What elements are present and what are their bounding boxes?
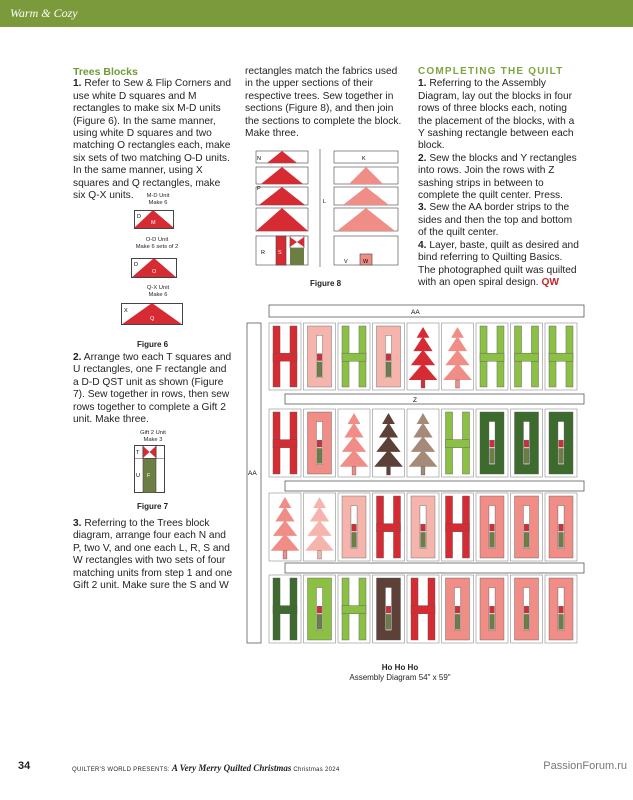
step-2 [73,352,233,426]
lbl-d: D [137,214,141,220]
step-text: Sew the blocks and Y rectangles into rows. Join the rows with Z sashing strips in between to complete the quilt center. Press. [418,152,577,202]
lbl-u: U [136,473,140,479]
lbl-x: X [124,308,128,314]
page-footer [0,750,633,800]
od-unit-caption [122,237,192,251]
lbl-z: Z [413,397,417,404]
lbl-v: V [344,259,348,265]
step-text: Referring to the Assembly Diagram, lay out the blocks in four rows of three blocks each, noting the placement of the blocks, with a Y sashing rectangle between each block. [418,78,575,152]
trees-blocks-heading: Trees Blocks [73,66,138,78]
lbl-f: F [147,473,151,479]
tree-block-exploded-right [334,151,398,265]
lbl-n: N [257,156,261,162]
od-unit-diagram [131,258,177,278]
figure-8-caption: Figure 8 [310,279,342,288]
md-unit-sub: Make 6 [148,200,168,206]
lbl-t: T [136,450,140,456]
step-number: 3. [73,518,82,529]
gift2-unit-title: Gift 2 Unit [140,430,166,436]
step-number: 2. [73,352,82,363]
md-unit-caption [128,193,188,207]
tree-block-exploded-left [256,151,308,265]
step-number: 1. [73,78,82,90]
publication-prefix: QUILTER'S WORLD PRESENTS: [72,767,170,773]
step-3 [73,518,233,592]
lbl-k: K [362,156,366,162]
lbl-o: O [152,269,157,275]
assembly-subtitle: Assembly Diagram 54" x 59" [349,673,451,682]
c-step-2 [418,153,580,203]
step-3-continued: rectangles match the fabrics used in the upper sections of their respective trees. Sew together in sections (Figure 8), and then join the sections to complete the block. Make three. [245,66,402,140]
step-text: Arrange two each T squares and U rectangles, one F rectangle and a D-D QST unit as shown (Figure 7). Sew together in rows, then sew rows together to complete a Gift 2 unit. Make three. [73,352,232,426]
c-step-3 [418,202,580,239]
step-number: 2. [418,152,427,164]
md-unit-diagram [134,210,174,229]
lbl-p: P [257,186,261,192]
step-number: 1. [418,78,427,90]
completing-quilt-heading: COMPLETING THE QUILT [418,66,564,77]
lbl-d: D [134,262,138,268]
gift2-unit-caption [125,430,181,444]
md-unit-title: M-D Unit [146,193,170,199]
gift2-unit-sub: Make 3 [143,437,163,443]
lbl-w: W [363,259,369,265]
assembly-diagram [245,303,593,658]
qx-unit-title: Q-X Unit [146,285,170,291]
qx-unit-diagram [121,303,183,325]
qx-unit-sub: Make 6 [148,292,168,298]
lbl-aa-top: AA [411,309,420,316]
figure-6-caption: Figure 6 [137,340,169,349]
figure-7-caption: Figure 7 [137,502,169,511]
step-text: Refer to Sew & Flip Corners and use white D squares and M rectangles to make six M-D units (Figure 6). In the same manner, using white D squares and two matching O rectangles each, make six sets of two matching O-D units. In the same manner, using X squares and Q rectangles, make six Q-X units. [73,78,231,202]
c-step-4 [418,240,580,290]
lbl-s: S [278,250,282,256]
lbl-aa-side: AA [248,470,257,477]
step-number: 4. [418,239,427,251]
od-unit-title: O-D Unit [145,237,169,243]
section-header-bar [0,0,633,27]
watermark: PassionForum.ru [543,760,627,772]
assembly-title: Ho Ho Ho [381,663,419,672]
column-1-step-2 [73,352,233,426]
lbl-m: M [151,220,156,226]
publication-title: A Very Merry Quilted Christmas [171,763,292,773]
page-number: 34 [18,760,31,772]
gift2-unit-diagram [134,445,165,493]
publication [72,763,340,773]
step-text: Layer, baste, quilt as desired and bind referring to Quilting Basics. The photographed quilt was quilted with an open spiral design. [418,239,579,288]
lbl-q: Q [150,316,155,322]
column-1 [73,66,233,202]
step-1 [73,78,233,202]
lbl-l: L [323,199,327,205]
od-unit-sub: Make 6 sets of 2 [135,244,179,250]
step-text: Referring to the Trees block diagram, arrange four each N and P, two V, and one each L, R, S and W rectangles with two sets of four matching units from step 1 and one Gift 2 unit. Make sure the S and W [73,518,233,592]
column-1-step-3 [73,518,233,592]
lbl-r: R [261,250,265,256]
qx-unit-caption [128,285,188,299]
assembly-caption [330,663,470,683]
column-2 [245,66,407,140]
publication-issue: Christmas 2024 [293,767,340,773]
figure-8-diagram [247,143,407,275]
qw-logo: QW [541,276,560,288]
c-step-1 [418,78,580,152]
step-number: 3. [418,202,427,214]
column-3 [418,66,580,289]
step-text: Sew the AA border strips to the sides and then the top and bottom of the quilt center. [418,202,573,239]
section-title: Warm & Cozy [10,6,78,20]
